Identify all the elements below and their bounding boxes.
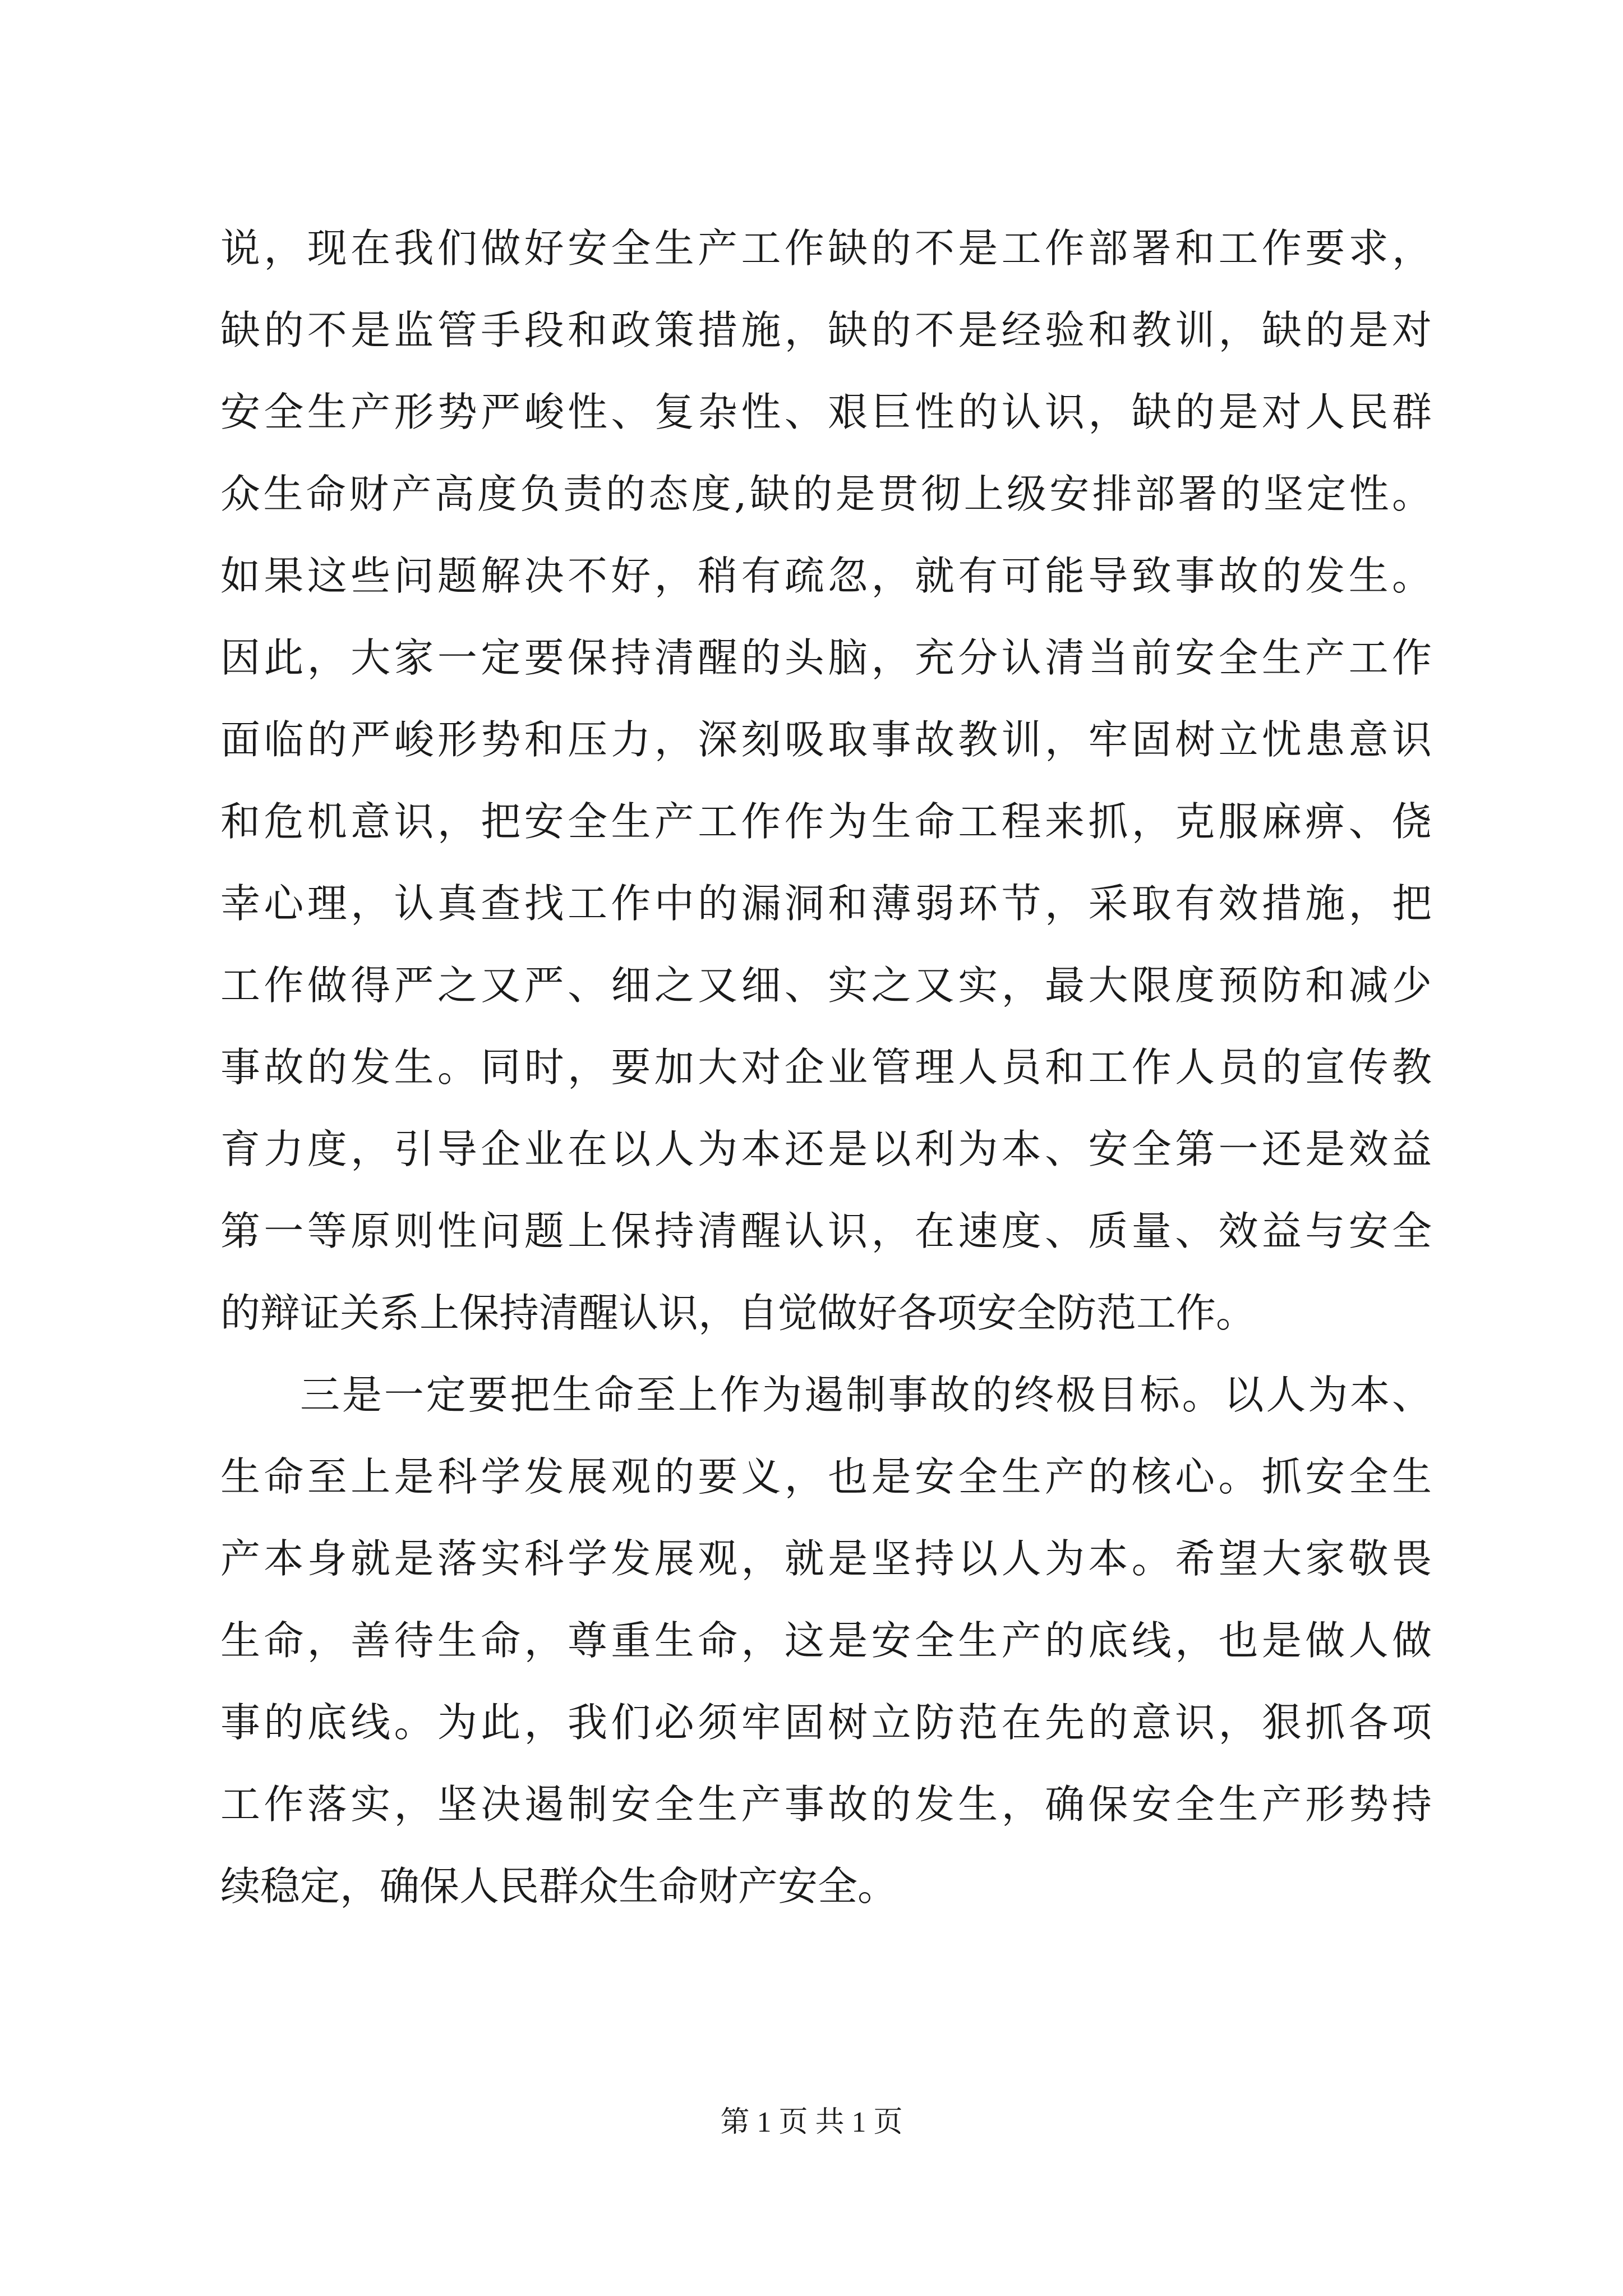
text-line: 生命，善待生命，尊重生命，这是安全生产的底线，也是做人做 (220, 1617, 1432, 1664)
text-line: 安全生产形势严峻性、复杂性、艰巨性的认识，缺的是对人民群 (220, 389, 1432, 435)
paragraph-2 (220, 1354, 1432, 1927)
document-body (220, 208, 1432, 1927)
text-line: 工作落实，坚决遏制安全生产事故的发生，确保安全生产形势持 (220, 1781, 1432, 1828)
text-line: 第一等原则性问题上保持清醒认识，在速度、质量、效益与安全 (220, 1208, 1432, 1254)
paragraph-1 (220, 208, 1432, 1354)
text-line: 幸心理，认真查找工作中的漏洞和薄弱环节，采取有效措施，把 (220, 880, 1432, 927)
text-line: 产本身就是落实科学发展观，就是坚持以人为本。希望大家敬畏 (220, 1535, 1432, 1582)
text-line: 的辩证关系上保持清醒认识，自觉做好各项安全防范工作。 (220, 1290, 1256, 1336)
text-line: 生命至上是科学发展观的要义，也是安全生产的核心。抓安全生 (220, 1453, 1432, 1500)
text-line: 三是一定要把生命至上作为遏制事故的终极目标。以人为本、 (300, 1372, 1432, 1418)
text-line: 因此，大家一定要保持清醒的头脑，充分认清当前安全生产工作 (220, 634, 1432, 681)
text-line: 缺的不是监管手段和政策措施，缺的不是经验和教训，缺的是对 (220, 307, 1432, 353)
text-line: 说，现在我们做好安全生产工作缺的不是工作部署和工作要求， (220, 225, 1432, 272)
page-footer (0, 2098, 1623, 2140)
text-line: 和危机意识，把安全生产工作作为生命工程来抓，克服麻痹、侥 (220, 798, 1432, 845)
page-number-label: 第 1 页 共 1 页 (720, 2106, 903, 2138)
text-line: 工作做得严之又严、细之又细、实之又实，最大限度预防和减少 (220, 962, 1432, 1009)
text-line: 如果这些问题解决不好，稍有疏忽，就有可能导致事故的发生。 (220, 553, 1432, 599)
text-line: 续稳定，确保人民群众生命财产安全。 (220, 1863, 898, 1910)
text-line: 事的底线。为此，我们必须牢固树立防范在先的意识，狠抓各项 (220, 1699, 1432, 1746)
text-line: 育力度，引导企业在以人为本还是以利为本、安全第一还是效益 (220, 1126, 1432, 1172)
text-line: 面临的严峻形势和压力，深刻吸取事故教训，牢固树立忧患意识 (220, 716, 1432, 763)
text-line: 事故的发生。同时，要加大对企业管理人员和工作人员的宣传教 (220, 1044, 1432, 1091)
text-line: 众生命财产高度负责的态度,缺的是贯彻上级安排部署的坚定性。 (220, 471, 1432, 517)
